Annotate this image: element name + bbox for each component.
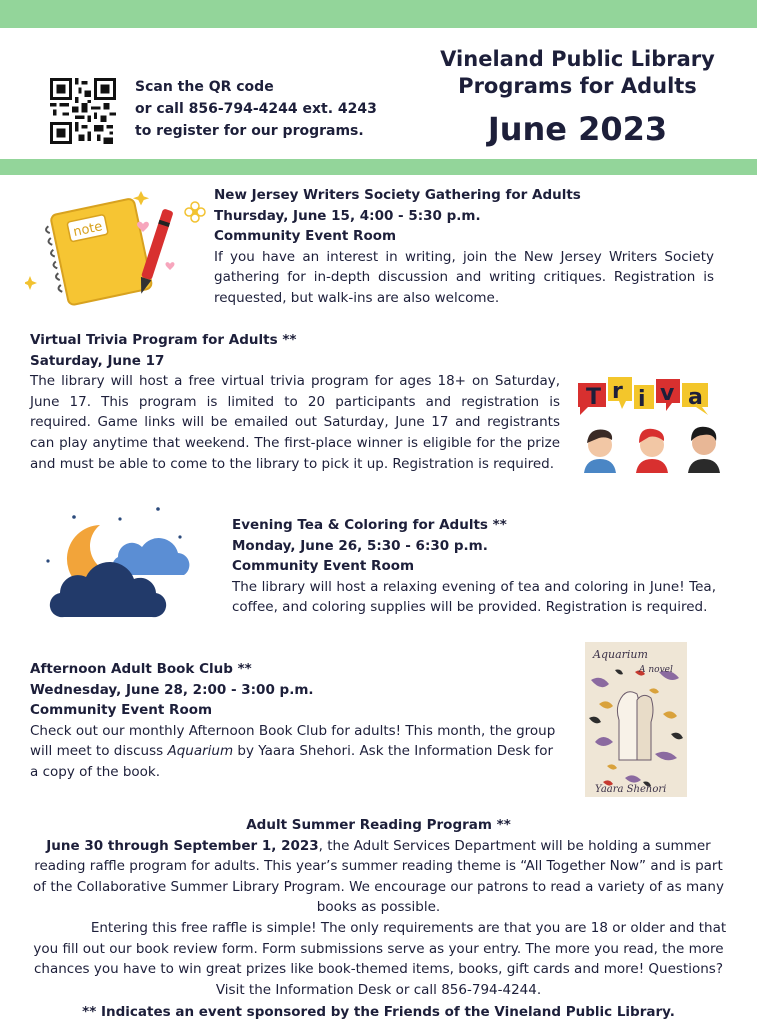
title-line-1: Vineland Public Library — [440, 47, 715, 71]
note-label: note — [72, 219, 104, 240]
book-title: Aquarium — [167, 743, 234, 760]
event-title: Virtual Trivia Program for Adults ** — [30, 332, 297, 348]
summer-para1-text: , the Adult Services Department will be holding a summer reading raffle program for adults. This year’s summer reading theme is “All Together Now” and is part of the Collaborative Summer Library Program. We encourage our patrons to read a variety of as many books as possible. — [33, 837, 724, 916]
svg-text:v: v — [660, 381, 675, 406]
moon-clouds-icon — [40, 505, 200, 625]
event-location: Community Event Room — [232, 558, 415, 575]
scan-line-2: or call 856-794-4244 ext. 4243 — [135, 101, 377, 117]
event-description: The library will host a relaxing evening of tea and coloring in June! Tea, coffee, and coloring supplies will be provided. Registration is required. — [232, 578, 716, 616]
summer-title: Adult Summer Reading Program ** — [246, 817, 511, 833]
registration-instructions — [135, 76, 395, 142]
footer-note: ** Indicates an event sponsored by the Friends of the Vineland Public Library. — [82, 1004, 675, 1020]
trivia-people-icon — [576, 373, 731, 475]
svg-text:i: i — [638, 387, 646, 412]
summer-paragraph-1 — [30, 836, 727, 918]
svg-text:a: a — [688, 385, 703, 410]
event-book-club — [30, 659, 558, 783]
summer-reading-section — [30, 815, 727, 1000]
divider-green-band — [0, 159, 757, 175]
event-description: If you have an interest in writing, join the New Jersey Writers Society gathering for in-depth discussion and writing critiques. Registration is requested, but walk-ins are also welcome. — [214, 248, 714, 306]
notebook-pen-icon — [25, 188, 210, 306]
svg-text:T: T — [586, 385, 602, 410]
top-green-band — [0, 0, 757, 28]
event-tea-coloring — [232, 515, 716, 618]
page-title — [430, 46, 725, 100]
title-line-2: Programs for Adults — [458, 74, 697, 98]
scan-line-3: to register for our programs. — [135, 123, 364, 139]
summer-dates: June 30 through September 1, 2023 — [46, 837, 319, 854]
event-title: New Jersey Writers Society Gathering for Adults — [214, 187, 581, 203]
scan-line-1: Scan the QR code — [135, 79, 274, 95]
event-virtual-trivia — [30, 330, 560, 474]
event-title: Afternoon Adult Book Club ** — [30, 661, 252, 677]
book-cover-author: Yaara Shehori — [595, 784, 667, 795]
event-location: Community Event Room — [30, 702, 213, 719]
svg-text:r: r — [612, 379, 623, 404]
qr-code-icon — [50, 78, 116, 144]
event-date: Thursday, June 15, 4:00 - 5:30 p.m. — [214, 207, 481, 224]
event-date: Saturday, June 17 — [30, 352, 165, 369]
summer-paragraph-2: Entering this free raffle is simple! The only requirements are that you are 18 or older and that you fill out our book review form. Form submissions serve as your entry. The more you read, the more chances you have to win great prizes like book-themed items, books, gift cards and more! Questions? Visit the Information Desk or call 856-794-4244. — [33, 919, 727, 998]
book-cover-subtitle: A novel — [639, 665, 673, 675]
event-location: Community Event Room — [214, 228, 397, 245]
event-date: Wednesday, June 28, 2:00 - 3:00 p.m. — [30, 681, 314, 698]
event-description — [30, 721, 558, 783]
description-start: Check out our monthly Afternoon Book Club for adults! This month, the group will meet to discuss — [30, 722, 556, 760]
book-cover-title: Aquarium — [593, 648, 648, 661]
event-description: The library will host a free virtual trivia program for ages 18+ on Saturday, June 17. This program is limited to 20 participants and registration is required. Game links will be emailed out Saturday, June 17 and registrants can play anytime that weekend. The first-place winner is eligible for the prize and must be able to come to the library to pick it up. Registration is required. — [30, 373, 560, 472]
event-date: Monday, June 26, 5:30 - 6:30 p.m. — [232, 537, 488, 554]
event-writers-society — [214, 185, 714, 309]
description-end: by Yaara Shehori. Ask the Information Desk for a copy of the book. — [30, 743, 554, 780]
book-cover-icon — [585, 642, 687, 797]
event-title: Evening Tea & Coloring for Adults ** — [232, 517, 507, 533]
month-title: June 2023 — [487, 110, 668, 148]
